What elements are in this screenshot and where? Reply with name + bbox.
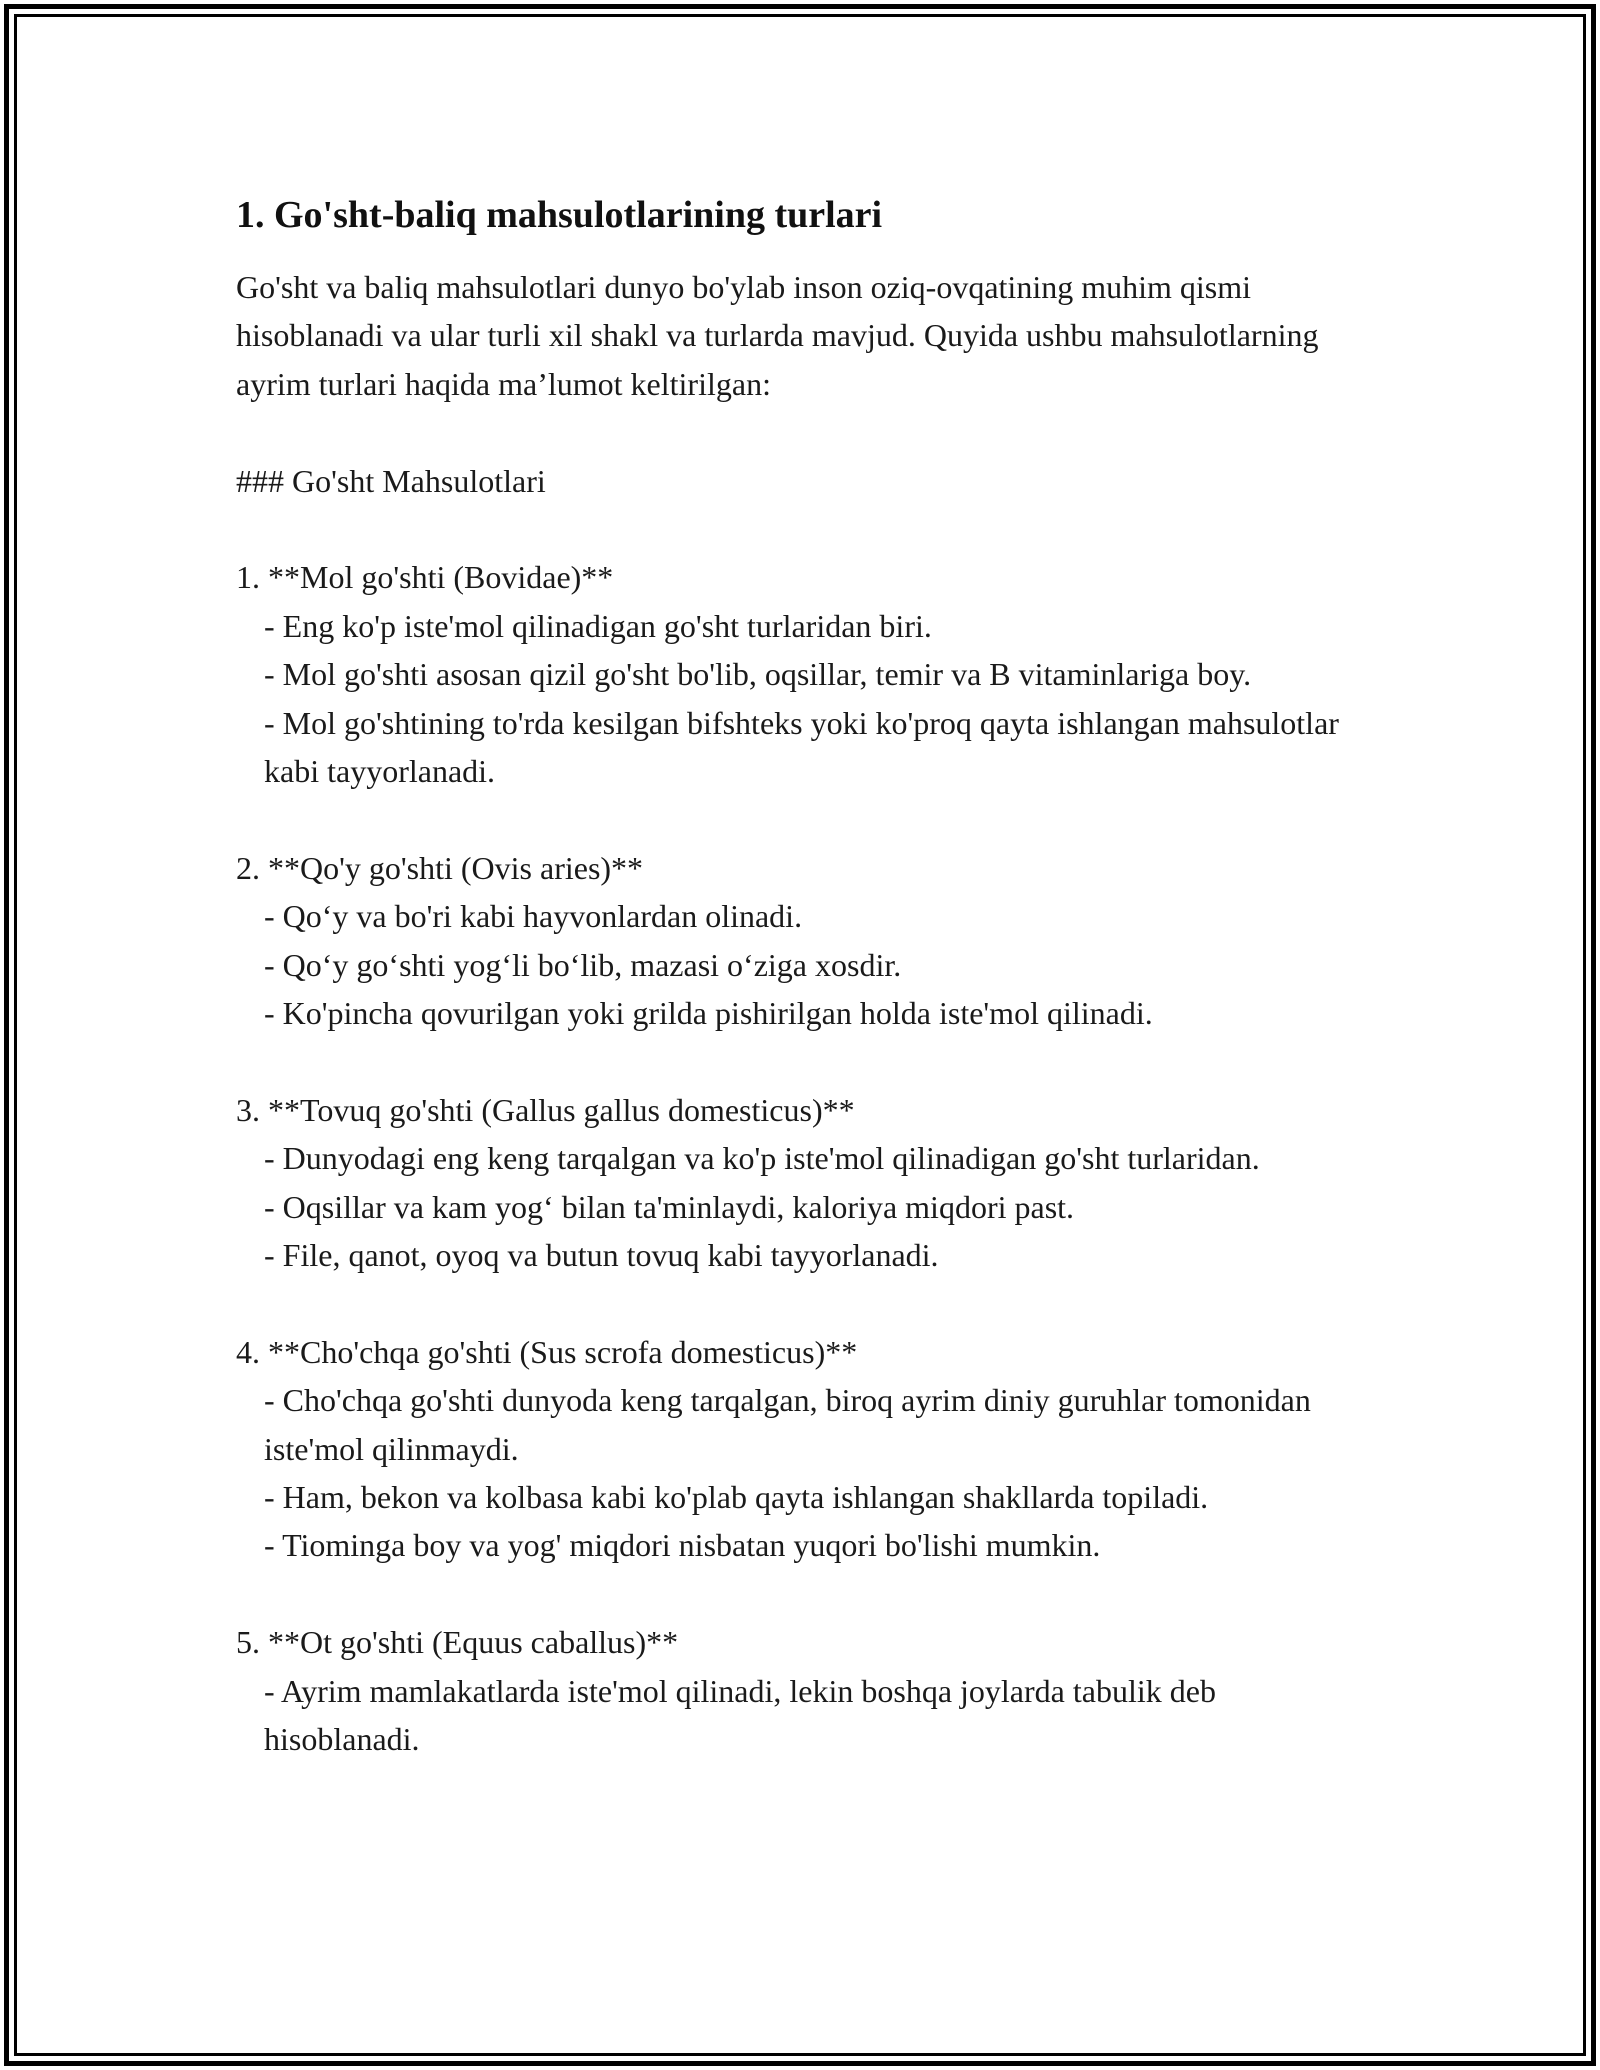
list-item	[236, 844, 1376, 1038]
list-item-bullet: - Qo‘y go‘shti yog‘li bo‘lib, mazasi o‘ziga xosdir.	[264, 946, 902, 983]
spacer	[236, 1037, 1376, 1085]
spacer	[236, 795, 1376, 843]
spacer	[236, 408, 1376, 456]
spacer	[236, 1570, 1376, 1618]
list-item	[236, 553, 1376, 795]
list-item-heading: 3. **Tovuq go'shti (Gallus gallus domesticus)**	[236, 1091, 855, 1128]
list-item-bullet: - Ayrim mamlakatlarda iste'mol qilinadi, lekin boshqa joylarda tabulik deb hisoblanadi.	[264, 1672, 1224, 1758]
list-item-bullet: - Qo‘y va bo'ri kabi hayvonlardan olinadi.	[264, 898, 803, 935]
list-item-bullet: - Mol go'shtining to'rda kesilgan bifshteks yoki ko'proq qayta ishlangan mahsulotlar kabi tayyorlanadi.	[264, 704, 1347, 790]
list-item	[236, 1328, 1376, 1570]
list-item-heading: 4. **Cho'chqa go'shti (Sus scrofa domesticus)**	[236, 1333, 858, 1370]
section-heading: ### Go'sht Mahsulotlari	[236, 462, 546, 499]
list-item-bullet: - Ko'pincha qovurilgan yoki grilda pishirilgan holda iste'mol qilinadi.	[264, 995, 1153, 1032]
list-item-bullet: - Oqsillar va kam yog‘ bilan ta'minlaydi, kaloriya miqdori past.	[264, 1188, 1075, 1225]
document-body	[236, 190, 1376, 1764]
list-item-bullet: - Cho'chqa go'shti dunyoda keng tarqalgan, biroq ayrim diniy guruhlar tomonidan iste'mol qilinmaydi.	[264, 1382, 1319, 1467]
list-item	[236, 1618, 1376, 1763]
list-item-bullet: - Ham, bekon va kolbasa kabi ko'plab qayta ishlangan shakllarda topiladi.	[264, 1479, 1209, 1516]
list-item	[236, 1086, 1376, 1280]
spacer	[236, 1279, 1376, 1327]
intro-paragraph: Go'sht va baliq mahsulotlari dunyo bo'ylab inson oziq-ovqatining muhim qismi hisoblanadi va ular turli xil shakl va turlarda mavjud. Quyida ushbu mahsulotlarning ayrim turlari haqida ma’lumot keltirilgan:	[236, 269, 1327, 402]
list-item-bullet: - Eng ko'p iste'mol qilinadigan go'sht turlaridan biri.	[264, 607, 932, 644]
list-item-heading: 2. **Qo'y go'shti (Ovis aries)**	[236, 849, 644, 886]
list-item-bullet: - Tiominga boy va yog' miqdori nisbatan yuqori bo'lishi mumkin.	[264, 1527, 1101, 1564]
list-item-bullet: - File, qanot, oyoq va butun tovuq kabi tayyorlanadi.	[264, 1237, 939, 1274]
list-item-bullet: - Dunyodagi eng keng tarqalgan va ko'p iste'mol qilinadigan go'sht turlaridan.	[264, 1140, 1260, 1177]
list-item-bullet: - Mol go'shti asosan qizil go'sht bo'lib, oqsillar, temir va B vitaminlariga boy.	[264, 656, 1252, 693]
document-title: 1. Go'sht-baliq mahsulotlarining turlari	[236, 194, 883, 236]
spacer	[236, 505, 1376, 553]
list-item-heading: 5. **Ot go'shti (Equus caballus)**	[236, 1624, 679, 1661]
list-item-heading: 1. **Mol go'shti (Bovidae)**	[236, 559, 614, 596]
